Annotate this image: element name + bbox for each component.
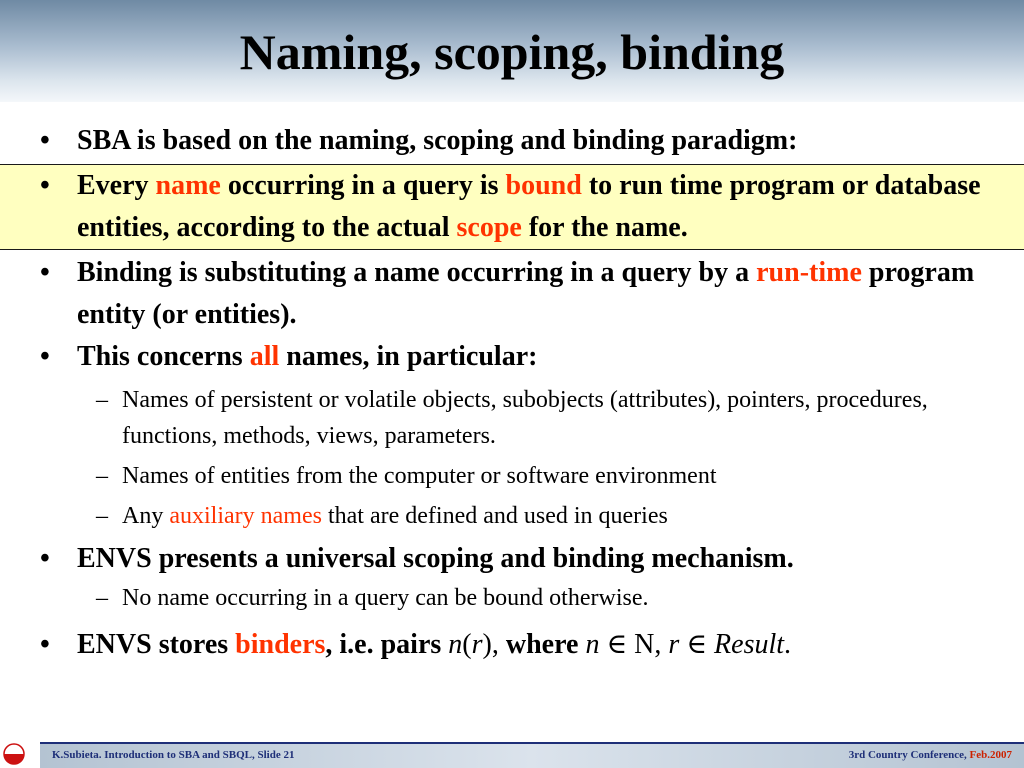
math-n: n: [585, 629, 600, 660]
spacer: [0, 616, 1024, 624]
element-of-symbol: ∈: [679, 629, 715, 660]
bullet-text: occurring in a query is: [220, 170, 506, 201]
sub-bullet-dash: –: [96, 503, 108, 529]
footer-conference-text: 3rd Country Conference,: [848, 749, 970, 761]
bullet-text: This concerns: [77, 341, 250, 372]
sub-bullet-dash: –: [96, 463, 108, 489]
bullet-item: [0, 120, 1024, 162]
red-semicircle-logo-icon: [3, 743, 25, 765]
math-r: r: [471, 629, 483, 660]
math-paren: (: [462, 629, 472, 660]
keyword-auxiliary-names: auxiliary names: [169, 503, 322, 529]
bullet-item: [0, 252, 1024, 336]
math-r: r: [668, 629, 680, 660]
bullet-text: Every: [77, 170, 156, 201]
keyword-name: name: [155, 170, 221, 201]
sub-bullet-text: that are defined and used in queries: [321, 503, 668, 529]
keyword-bound: bound: [505, 170, 582, 201]
bullet-text: program entity (or entities).: [77, 257, 975, 330]
math-result: Result: [714, 629, 785, 660]
bullet-text: SBA is based on the naming, scoping and binding paradigm:: [77, 125, 798, 156]
bullet-text: to run time program or database entities, according to the actual: [77, 170, 981, 243]
bullet-dot: •: [40, 629, 50, 660]
keyword-run-time: run-time: [756, 257, 862, 288]
sub-bullet-item: [0, 580, 1024, 616]
bullet-dot: •: [40, 341, 50, 372]
sub-bullet-text: Names of entities from the computer or software environment: [122, 463, 717, 489]
bullet-text: , i.e. pairs: [325, 629, 449, 660]
bullet-item: [0, 538, 1024, 580]
bullet-item: [0, 336, 1024, 378]
bullet-text: where: [505, 629, 586, 660]
slide-content: [0, 120, 1024, 666]
keyword-binders: binders: [235, 629, 326, 660]
footer-date: Feb.2007: [969, 749, 1012, 761]
sub-bullet-item: [0, 458, 1024, 494]
math-period: .: [784, 629, 792, 660]
bullet-text: ENVS stores: [77, 629, 236, 660]
slide-title: Naming, scoping, binding: [239, 24, 785, 80]
footer-conference: [849, 749, 1012, 761]
highlighted-bullet-item: [0, 164, 1024, 250]
bullet-text: names, in particular:: [279, 341, 538, 372]
element-of-symbol: ∈: [599, 629, 635, 660]
math-n: n: [448, 629, 463, 660]
footer-bar: [40, 742, 1024, 768]
keyword-scope: scope: [456, 212, 522, 243]
bullet-text: for the name.: [521, 212, 688, 243]
sub-bullet-dash: –: [96, 585, 108, 611]
bullet-dot: •: [40, 257, 50, 288]
sub-bullet-text: Any: [122, 503, 170, 529]
bullet-dot: •: [40, 170, 50, 201]
sub-bullet-item: [0, 382, 1024, 454]
bullet-dot: •: [40, 125, 50, 156]
bullet-item: [0, 624, 1024, 666]
math-set-n: N,: [634, 629, 669, 660]
sub-bullet-item: [0, 498, 1024, 534]
bullet-dot: •: [40, 543, 50, 574]
bullet-text: Binding is substituting a name occurring in a query by a: [77, 257, 757, 288]
math-paren: ),: [482, 629, 506, 660]
sub-bullet-text: Names of persistent or volatile objects, subobjects (attributes), pointers, procedures, functions, methods, views, parameters.: [122, 387, 928, 449]
keyword-all: all: [249, 341, 280, 372]
sub-bullet-text: No name occurring in a query can be bound otherwise.: [122, 585, 649, 611]
footer-author-slide: K.Subieta. Introduction to SBA and SBQL, Slide 21: [52, 749, 295, 761]
sub-bullet-dash: –: [96, 387, 108, 413]
bullet-text: ENVS presents a universal scoping and binding mechanism.: [77, 543, 794, 574]
